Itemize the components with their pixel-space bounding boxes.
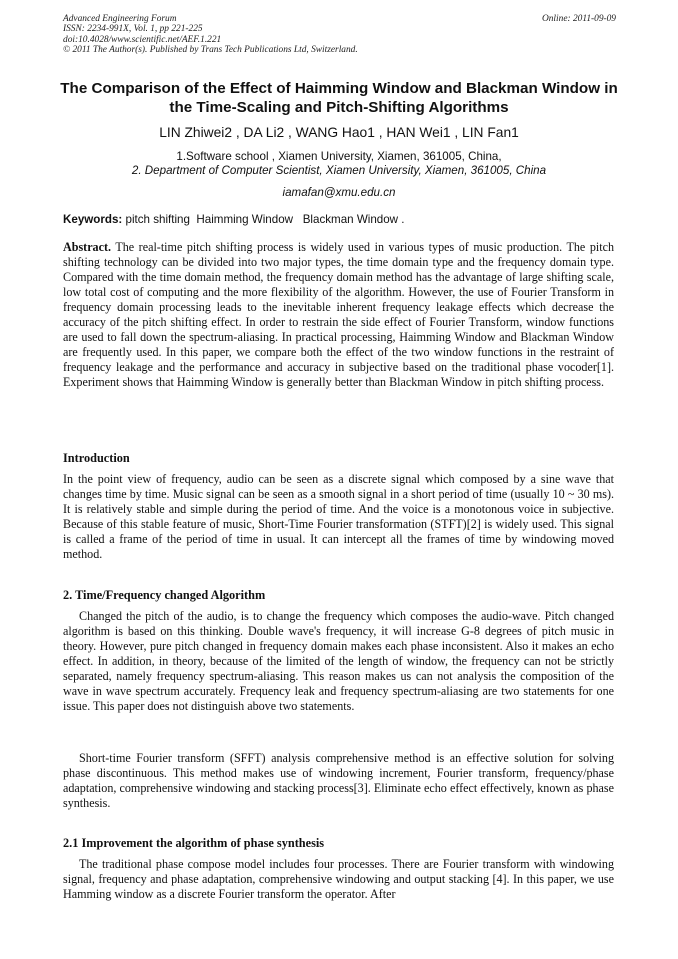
affiliation-1: 1.Software school , Xiamen University, Xiamen, 361005, China,: [176, 150, 502, 163]
section-2-paragraph-1: Changed the pitch of the audio, is to change the frequency which composes the audio-wave. Pitch changed algorithm is based on this thinking. Double wave's frequency, it will increase G-8 degrees of pitch music in theory. However, pure pitch changed in frequency domain makes each phase inconsistent. Also it makes an echo effect. In addition, in theory, because of the limited of the length of window, the frequency can not be strictly separated, namely frequency spectrum-aliasing. This reason makes us can not analysis the composition of the wave in wave spectrum accurately. Frequency leak and frequency spectrum-aliasing are two statements for one issue. This paper does not distinguish above two statements.: [63, 609, 614, 714]
section-2-heading: 2. Time/Frequency changed Algorithm: [63, 588, 266, 602]
abstract: [63, 240, 614, 390]
author-email[interactable]: iamafan@xmu.edu.cn: [282, 186, 396, 199]
author-list: LIN Zhiwei2 , DA Li2 , WANG Hao1 , HAN Wei1 , LIN Fan1: [159, 125, 519, 140]
copyright-line: © 2011 The Author(s). Published by Trans Tech Publications Ltd, Switzerland.: [63, 44, 358, 55]
paper-title: The Comparison of the Effect of Haimming Window and Blackman Window in the Time-Scaling and Pitch-Shifting Algorithms: [60, 80, 618, 116]
intro-paragraph: In the point view of frequency, audio can be seen as a discrete signal which composed by a sine wave that changes time by time. Music signal can be seen as a smooth signal in a short period of time (usually 10 ~ 30 ms). It is relatively stable and simple during the period of time. And the voice is a monotonous voice in subjective. Because of this stable feature of music, Short-Time Fourier transformation (STFT)[2] is widely used. This signal is called a frame of the period of time in usual. It can intercept all the frames of time by windowing moved method.: [63, 472, 614, 562]
abstract-text: The real-time pitch shifting process is widely used in various types of music production. The pitch shifting technology can be divided into two major types, the time domain type and the frequency domain type. Compared with the time domain method, the frequency domain method has the advantage of large shifting scale, low total cost of computing and the more flexibility of the algorithm. However, the use of Fourier Transform in frequency domain processing leads to the inevitable inherent frequency leakage effects which decrease the accuracy of the pitch shifting effect. In order to restrain the side effect of Fourier Transform, window functions are used to fall down the spectrum-aliasing. In practical processing, Haimming Window and Blackman Window are frequently used. In this paper, we compare both the effect of the two window functions in the restraint of frequency leakage and the performance and accuracy in subjective based on the traditional phase vocoder[1]. Experiment shows that Haimming Window is generally better than Blackman Window in pitch shifting process.: [63, 240, 614, 390]
section-2-paragraph-2: Short-time Fourier transform (SFFT) analysis comprehensive method is an effective solution for solving phase discontinuous. This method makes use of windowing increment, Fourier transform, frequency/phase adaptation, comprehensive windowing and stacking process[3]. Eliminate echo effect effectively, known as phase synthesis.: [63, 751, 614, 811]
journal-name: Advanced Engineering Forum: [63, 14, 177, 24]
affiliation-2: 2. Department of Computer Scientist, Xiamen University, Xiamen, 361005, China: [131, 164, 547, 177]
keywords-label: Keywords:: [63, 213, 123, 226]
journal-header: [63, 14, 616, 55]
online-date: Online: 2011-09-09: [541, 14, 616, 24]
keywords-text: pitch shifting Haimming Window Blackman Window .: [122, 213, 405, 226]
abstract-label: Abstract.: [63, 240, 112, 254]
keywords: [63, 213, 616, 227]
section-2-1-heading: 2.1 Improvement the algorithm of phase synthesis: [63, 836, 325, 850]
section-2-1-paragraph: The traditional phase compose model includes four processes. There are Fourier transform with windowing signal, frequency and phase adaptation, comprehensive windowing and output stacking [4]. In this paper, we use Hamming window as a discrete Fourier transform the operator. After: [63, 857, 614, 902]
intro-heading: Introduction: [63, 451, 130, 465]
doi-line[interactable]: doi:10.4028/www.scientific.net/AEF.1.221: [63, 34, 222, 45]
issn-line: ISSN: 2234-991X, Vol. 1, pp 221-225: [63, 24, 203, 35]
